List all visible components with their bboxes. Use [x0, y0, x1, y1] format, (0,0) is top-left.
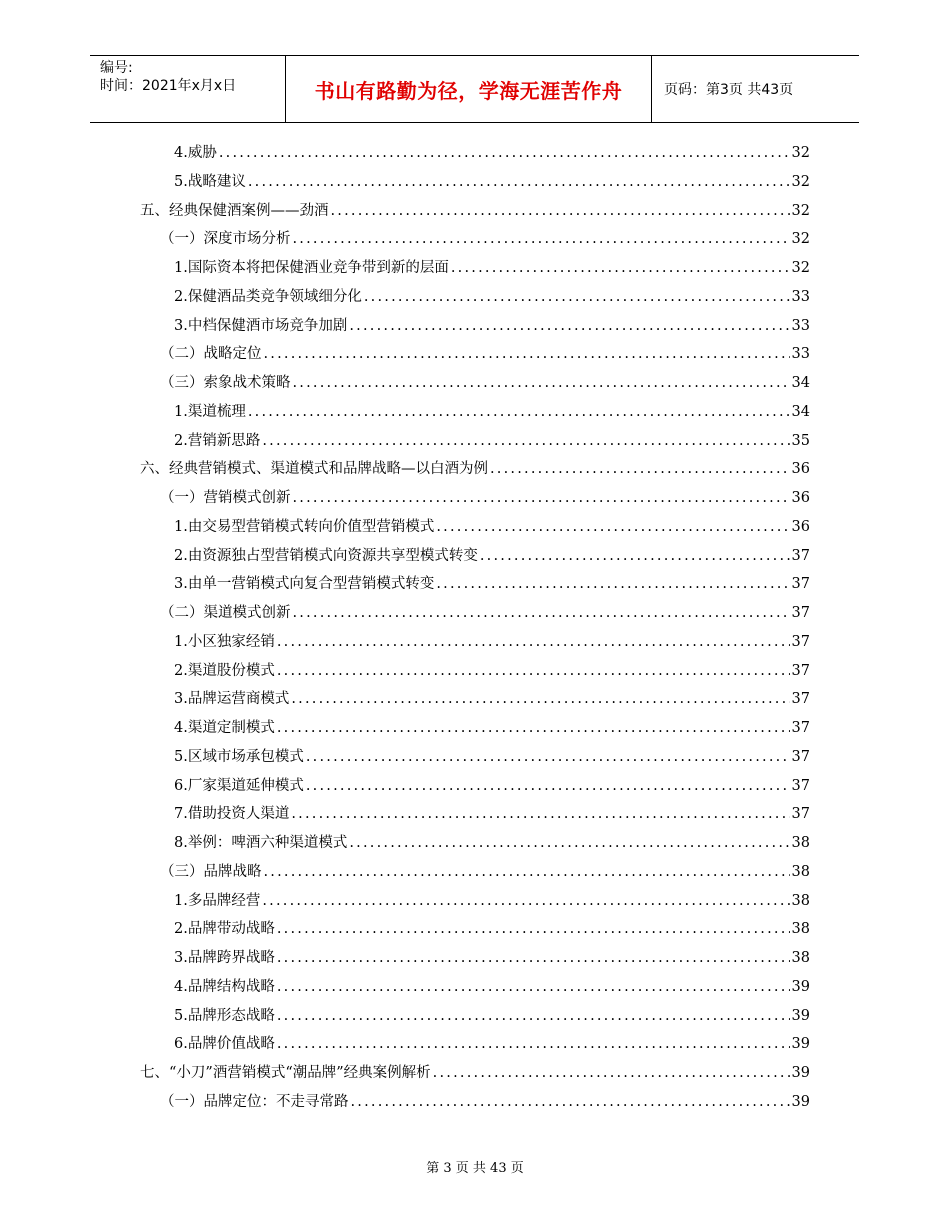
toc-entry-page: 37 — [791, 576, 810, 593]
toc-entry-title: 1.小区独家经销 — [174, 633, 275, 650]
toc-entry[interactable] — [174, 254, 810, 282]
toc-entry-page: 33 — [791, 288, 810, 305]
toc-entry-title: 8.举例：啤酒六种渠道模式 — [174, 835, 348, 851]
header-motto: 书山有路勤为径，学海无涯苦作舟 — [285, 56, 652, 122]
toc-entry[interactable] — [174, 714, 810, 742]
toc-entry-page: 33 — [791, 317, 810, 334]
toc-leader-dots — [306, 772, 790, 800]
toc-leader-dots — [293, 484, 790, 512]
header-meta — [90, 56, 285, 122]
toc-leader-dots — [364, 283, 790, 311]
toc-leader-dots — [480, 542, 790, 570]
toc-entry-title: （二）战略定位 — [160, 346, 262, 363]
toc-entry-page: 37 — [791, 748, 810, 765]
toc-entry-page: 34 — [791, 375, 810, 391]
toc-entry-title: 1.国际资本将把保健酒业竞争带到新的层面 — [174, 260, 449, 276]
toc-entry-page: 37 — [791, 547, 810, 564]
toc-entry-page: 38 — [791, 892, 810, 909]
toc-entry-title: 3.中档保健酒市场竞争加剧 — [174, 317, 348, 334]
toc-leader-dots — [451, 254, 790, 282]
toc-entry-page: 39 — [791, 978, 810, 995]
toc-entry-title: 5.品牌形态战略 — [174, 1007, 275, 1024]
toc-entry-page: 38 — [791, 921, 810, 938]
toc-entry-title: 5.区域市场承包模式 — [174, 748, 304, 765]
toc-leader-dots — [264, 858, 790, 886]
toc-entry[interactable] — [160, 369, 810, 397]
toc-entry[interactable] — [160, 340, 810, 368]
toc-entry[interactable] — [174, 312, 810, 340]
toc-entry-page: 32 — [791, 173, 810, 190]
toc-entry[interactable] — [174, 915, 810, 943]
toc-leader-dots — [293, 599, 790, 627]
toc-entry-page: 37 — [791, 605, 810, 621]
toc-entry-title: （一）营销模式创新 — [160, 490, 291, 506]
toc-entry-page: 36 — [791, 518, 810, 535]
toc-leader-dots — [351, 1088, 790, 1116]
document-number-label: 编号: — [100, 60, 133, 76]
toc-leader-dots — [436, 513, 789, 541]
toc-entry[interactable] — [174, 829, 810, 857]
toc-leader-dots — [277, 1030, 790, 1058]
toc-entry[interactable] — [174, 398, 810, 426]
toc-entry-page: 38 — [791, 950, 810, 966]
toc-entry-title: 3.品牌运营商模式 — [174, 691, 290, 708]
toc-entry-title: 7.借助投资人渠道 — [174, 806, 290, 823]
toc-leader-dots — [349, 829, 789, 857]
toc-entry[interactable] — [160, 225, 810, 253]
toc-entry-title: 5.战略建议 — [174, 173, 246, 190]
toc-leader-dots — [306, 743, 790, 771]
toc-entry[interactable] — [174, 283, 810, 311]
toc-entry-page: 39 — [791, 1065, 810, 1081]
toc-leader-dots — [291, 800, 789, 828]
toc-entry[interactable] — [174, 628, 810, 656]
toc-entry-title: （三）索象战术策略 — [160, 375, 291, 391]
toc-entry-page: 37 — [791, 806, 810, 823]
toc-leader-dots — [293, 225, 790, 253]
toc-entry-title: 2.渠道股份模式 — [174, 662, 275, 679]
toc-entry-title: 六、经典营销模式、渠道模式和品牌战略—以白酒为例 — [140, 461, 488, 478]
toc-entry-page: 39 — [791, 1007, 810, 1024]
toc-entry-page: 37 — [791, 662, 810, 679]
page-header — [90, 55, 859, 123]
toc-entry-page: 33 — [791, 346, 810, 363]
toc-entry[interactable] — [174, 1030, 810, 1058]
toc-entry-page: 32 — [791, 145, 810, 161]
toc-entry[interactable] — [174, 1002, 810, 1030]
toc-leader-dots — [219, 139, 790, 167]
toc-leader-dots — [264, 340, 790, 368]
toc-entry[interactable] — [174, 685, 810, 713]
toc-entry-title: 3.由单一营销模式向复合型营销模式转变 — [174, 576, 435, 593]
toc-entry[interactable] — [174, 168, 810, 196]
toc-leader-dots — [291, 685, 789, 713]
toc-leader-dots — [277, 944, 790, 972]
toc-entry-page: 37 — [791, 633, 810, 650]
page-footer: 第 3 页 共 43 页 — [426, 1161, 524, 1176]
toc-entry-page: 39 — [791, 1036, 810, 1053]
toc-entry[interactable] — [174, 743, 810, 771]
toc-entry-page: 38 — [791, 863, 810, 880]
toc-entry-title: 五、经典保健酒案例——劲酒 — [140, 202, 329, 219]
toc-entry[interactable] — [160, 484, 810, 512]
toc-leader-dots — [262, 427, 789, 455]
toc-entry[interactable] — [174, 772, 810, 800]
toc-entry-title: 6.厂家渠道延伸模式 — [174, 777, 304, 794]
toc-entry-title: 2.由资源独占型营销模式向资源共享型模式转变 — [174, 547, 478, 564]
toc-entry[interactable] — [160, 858, 810, 886]
toc-entry-title: 七、“小刀”酒营销模式“潮品牌”经典案例解析 — [140, 1065, 431, 1081]
toc-leader-dots — [433, 1059, 790, 1087]
toc-entry[interactable] — [140, 455, 810, 483]
toc-entry-page: 36 — [791, 461, 810, 478]
toc-leader-dots — [277, 973, 790, 1001]
toc-entry-title: 1.多品牌经营 — [174, 892, 261, 909]
toc-entry-title: （一）深度市场分析 — [160, 231, 291, 248]
toc-entry-title: 1.渠道梳理 — [174, 403, 246, 420]
toc-entry-title: （一）品牌定位：不走寻常路 — [160, 1093, 349, 1110]
toc-entry-page: 37 — [791, 777, 810, 794]
toc-entry-title: 1.由交易型营销模式转向价值型营销模式 — [174, 518, 435, 535]
toc-entry-title: （三）品牌战略 — [160, 863, 262, 880]
toc-leader-dots — [248, 398, 790, 426]
toc-leader-dots — [349, 312, 789, 340]
toc-leader-dots — [248, 168, 790, 196]
header-page-info: 页码：第3页 共43页 — [664, 82, 794, 98]
toc-entry[interactable] — [174, 657, 810, 685]
toc-entry-page: 37 — [791, 720, 810, 736]
toc-entry[interactable] — [174, 800, 810, 828]
toc-entry[interactable] — [174, 570, 810, 598]
toc-entry[interactable] — [174, 973, 810, 1001]
toc-entry-page: 35 — [791, 432, 810, 449]
toc-entry[interactable] — [174, 944, 810, 972]
toc-entry[interactable] — [140, 1059, 810, 1087]
toc-entry-title: 2.品牌带动战略 — [174, 921, 275, 938]
toc-leader-dots — [277, 915, 790, 943]
toc-leader-dots — [262, 887, 789, 915]
toc-entry[interactable] — [160, 1088, 810, 1116]
toc-entry-title: 4.威胁 — [174, 145, 217, 161]
toc-leader-dots — [277, 1002, 790, 1030]
toc-entry[interactable] — [174, 139, 810, 167]
toc-entry-page: 32 — [791, 231, 810, 248]
toc-entry-title: 4.渠道定制模式 — [174, 720, 275, 736]
toc-leader-dots — [277, 657, 790, 685]
toc-entry[interactable] — [140, 197, 810, 225]
toc-entry-title: 3.品牌跨界战略 — [174, 950, 275, 966]
toc-entry[interactable] — [174, 887, 810, 915]
toc-entry[interactable] — [174, 427, 810, 455]
toc-entry[interactable] — [174, 542, 810, 570]
toc-entry-title: （二）渠道模式创新 — [160, 605, 291, 621]
toc-leader-dots — [293, 369, 790, 397]
toc-entry-title: 2.营销新思路 — [174, 432, 261, 449]
toc-entry-page: 36 — [791, 490, 810, 506]
toc-entry-title: 2.保健酒品类竞争领域细分化 — [174, 288, 362, 305]
toc-entry-title: 6.品牌价值战略 — [174, 1036, 275, 1053]
document-time-label: 时间：2021年x月x日 — [100, 78, 237, 94]
toc-entry-page: 37 — [791, 691, 810, 708]
toc-leader-dots — [490, 455, 790, 483]
toc-entry[interactable] — [174, 513, 810, 541]
toc-entry-title: 4.品牌结构战略 — [174, 978, 275, 995]
toc-entry-page: 32 — [791, 202, 810, 219]
toc-leader-dots — [331, 197, 790, 225]
toc-entry-page: 39 — [791, 1093, 810, 1110]
toc-entry[interactable] — [160, 599, 810, 627]
toc-entry-page: 32 — [791, 260, 810, 276]
toc-leader-dots — [277, 714, 790, 742]
toc-entry-page: 34 — [791, 403, 810, 420]
toc-leader-dots — [436, 570, 789, 598]
toc-leader-dots — [277, 628, 790, 656]
toc-entry-page: 38 — [791, 835, 810, 851]
